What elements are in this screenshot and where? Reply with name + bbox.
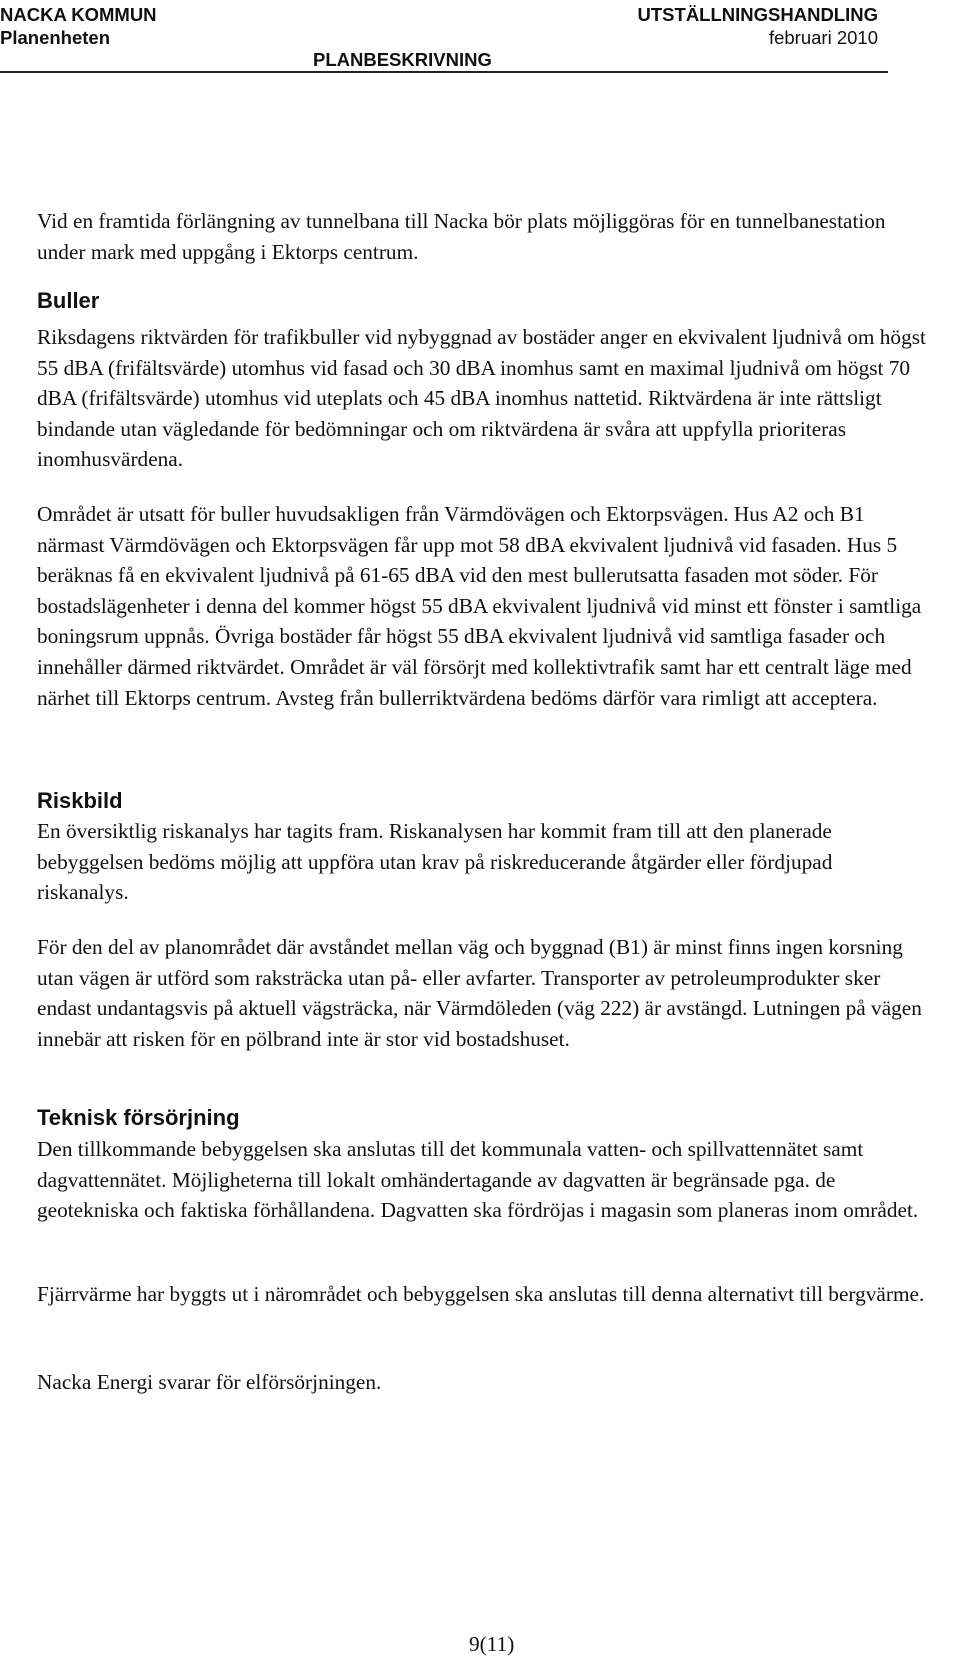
teknisk-paragraph-1 <box>37 1134 927 1226</box>
paragraph: Nacka Energi svarar för elförsörjningen. <box>37 1370 382 1394</box>
header-org: NACKA KOMMUN <box>0 4 157 25</box>
teknisk-paragraph-2 <box>37 1279 927 1310</box>
header-dept: Planenheten <box>0 27 110 48</box>
page-number: 9(11) <box>469 1632 515 1656</box>
section-heading-teknisk: Teknisk försörjning <box>37 1105 240 1130</box>
paragraph: För den del av planområdet där avståndet mellan väg och byggnad (B1) är minst finns ingen korsning utan vägen är utförd som raksträcka utan på- eller avfarter. Transporter av petroleumprodukter sker endast undantagsvis på aktuell vägsträcka, när Värmdöleden (väg 222) är avstängd. Lutningen på vägen innebär att risken för en pölbrand inte är stor vid bostadshuset. <box>37 935 922 1051</box>
riskbild-paragraph-2 <box>37 932 927 1054</box>
paragraph: Fjärrvärme har byggts ut i närområdet och bebyggelsen ska anslutas till denna alternativt till bergvärme. <box>37 1282 925 1306</box>
riskbild-paragraph-1 <box>37 816 927 908</box>
intro-section <box>37 206 927 267</box>
header-doc-type: PLANBESKRIVNING <box>313 49 492 70</box>
intro-paragraph: Vid en framtida förlängning av tunnelbana till Nacka bör plats möjliggöras för en tunnelbanestation under mark med uppgång i Ektorps centrum. <box>37 209 886 264</box>
header-rule <box>0 71 888 73</box>
section-heading-buller: Buller <box>37 288 100 313</box>
header-date: februari 2010 <box>768 27 878 48</box>
section-heading-riskbild: Riskbild <box>37 788 123 813</box>
paragraph: Området är utsatt för buller huvudsakligen från Värmdövägen och Ektorpsvägen. Hus A2 och B1 närmast Värmdövägen och Ektorpsvägen får upp mot 58 dBA ekvivalent ljudnivå vid fasaden. Hus 5 beräknas få en ekvivalent ljudnivå på 61-65 dBA vid den mest bullerutsatta fasaden mot söder. För bostadslägenheter i denna del kommer högst 55 dBA ekvivalent ljudnivå vid minst ett fönster i samtliga boningsrum uppnås. Övriga bostäder får högst 55 dBA ekvivalent ljudnivå vid samtliga fasader och innehåller därmed riktvärdet. Området är väl försörjt med kollektivtrafik samt har ett centralt läge med närhet till Ektorps centrum. Avsteg från bullerriktvärdena bedöms därför vara rimligt att acceptera. <box>37 502 922 710</box>
paragraph: En översiktlig riskanalys har tagits fram. Riskanalysen har kommit fram till att den planerade bebyggelsen bedöms möjlig att uppföra utan krav på riskreducerande åtgärder eller fördjupad riskanalys. <box>37 819 833 905</box>
paragraph: Den tillkommande bebyggelsen ska anslutas till det kommunala vatten- och spillvattennätet samt dagvattennätet. Möjligheterna till lokalt omhändertagande av dagvatten är begränsade pga. de geotekniska och faktiska förhållandena. Dagvatten ska fördröjas i magasin som planeras inom området. <box>37 1137 919 1223</box>
buller-paragraph-1 <box>37 322 927 475</box>
teknisk-paragraph-3 <box>37 1367 927 1398</box>
header-doc-status: UTSTÄLLNINGSHANDLING <box>637 4 878 25</box>
paragraph: Riksdagens riktvärden för trafikbuller vid nybyggnad av bostäder anger en ekvivalent ljudnivå om högst 55 dBA (frifältsvärde) utomhus vid fasad och 30 dBA inomhus samt en maximal ljudnivå om högst 70 dBA (frifältsvärde) utomhus vid uteplats och 45 dBA inomhus nattetid. Riktvärdena är inte rättsligt bindande utan vägledande för bedömningar och om riktvärdena är svåra att uppfylla prioriteras inomhusvärdena. <box>37 325 926 472</box>
buller-paragraph-2 <box>37 499 927 713</box>
